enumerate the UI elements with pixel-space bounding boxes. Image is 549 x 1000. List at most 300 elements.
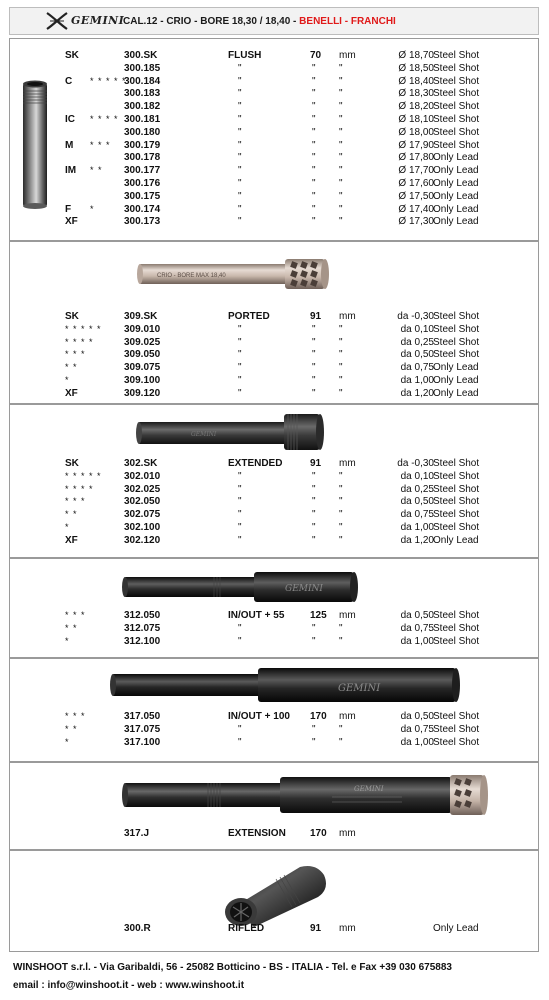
bore-value: da 0,75 [400, 509, 434, 521]
product-code: 309.025 [124, 336, 161, 348]
shot-type: Steel Shot [433, 610, 480, 621]
shot-type: Steel Shot [433, 723, 480, 735]
product-length: " [312, 190, 316, 202]
product-length: " [312, 152, 316, 164]
choke-stars: * * [90, 165, 103, 176]
product-row [10, 113, 538, 126]
product-length: " [312, 736, 316, 748]
choke-stars: * * * [65, 711, 86, 721]
product-row [10, 348, 538, 361]
bore-value: Ø 18,70 [398, 50, 434, 61]
choke-grade: SK [65, 50, 79, 61]
product-row [10, 62, 538, 75]
length-unit: " [339, 165, 343, 177]
choke-stars: * * * [65, 349, 86, 360]
product-length: " [312, 622, 316, 634]
product-length: 91 [310, 923, 322, 934]
length-unit: mm [339, 711, 356, 722]
bore-value: Ø 18,00 [398, 126, 434, 138]
product-length: " [312, 723, 316, 735]
product-length: " [312, 203, 316, 215]
length-unit: " [339, 75, 343, 87]
bore-value: da -0,30 [397, 311, 434, 322]
choke-stars: * [65, 736, 70, 747]
choke-grade: XF [65, 534, 78, 546]
product-type: " [238, 387, 242, 399]
product-type: PORTED [228, 311, 270, 322]
bore-value: Ø 17,40 [398, 203, 434, 215]
product-length: " [312, 216, 316, 228]
product-row [10, 483, 538, 496]
product-type: " [238, 723, 242, 735]
choke-grade: XF [65, 216, 78, 228]
length-unit: mm [339, 311, 356, 322]
product-code: 312.075 [124, 622, 161, 634]
section-inout-55 [9, 558, 539, 658]
length-unit: " [339, 203, 343, 215]
product-length: " [312, 114, 316, 125]
gemini-logo-icon [44, 11, 70, 31]
product-length: " [312, 139, 316, 151]
choke-grade: M [65, 139, 74, 151]
product-code: 300.183 [124, 88, 161, 100]
product-length: 170 [310, 711, 327, 722]
catalog-title [123, 16, 396, 27]
bore-value: da 0,50 [400, 496, 434, 508]
product-code: 300.176 [124, 178, 161, 189]
length-unit: " [339, 375, 343, 386]
bore-value: da 0,50 [400, 610, 434, 621]
product-row [10, 203, 538, 216]
product-row [10, 151, 538, 164]
product-length: " [312, 483, 316, 495]
footer-contact [13, 980, 244, 991]
product-type: " [238, 622, 242, 634]
shot-type: Only Lead [433, 203, 479, 215]
bore-value: da 1,00 [400, 522, 434, 533]
choke-stars: * * * * [90, 114, 119, 124]
product-type: " [238, 635, 242, 647]
shot-type: Steel Shot [433, 126, 480, 138]
length-unit: " [339, 736, 343, 748]
product-row [10, 310, 538, 323]
product-type: " [238, 203, 242, 215]
choke-stars: * * * * [65, 483, 94, 494]
choke-stars: * [65, 375, 70, 385]
product-row [10, 215, 538, 228]
product-row [10, 164, 538, 177]
length-unit: " [339, 190, 343, 202]
bore-value: da 1,00 [400, 736, 434, 748]
choke-stars: * * * * * [65, 323, 102, 334]
product-length: " [312, 323, 316, 335]
section-ported [9, 241, 539, 404]
product-code: 309.100 [124, 375, 161, 386]
shot-type: Steel Shot [433, 349, 480, 361]
product-type: " [238, 483, 242, 495]
shot-type: Steel Shot [433, 311, 480, 322]
product-length: " [312, 101, 316, 113]
length-unit: " [339, 622, 343, 634]
length-unit: " [339, 362, 343, 374]
catalog-header [9, 7, 539, 35]
length-unit: " [339, 126, 343, 138]
length-unit: " [339, 323, 343, 335]
product-length: " [312, 88, 316, 100]
product-length: " [312, 509, 316, 521]
length-unit: " [339, 349, 343, 361]
product-row [10, 827, 538, 840]
shot-type: Steel Shot [433, 496, 480, 508]
product-type: " [238, 190, 242, 202]
extension-choke-image [120, 769, 490, 819]
product-code: 300.184 [124, 75, 161, 87]
choke-stars: * * [65, 723, 78, 734]
length-unit: mm [339, 610, 356, 621]
rifled-choke-image [214, 857, 338, 929]
product-row [10, 710, 538, 723]
length-unit: " [339, 178, 343, 189]
inout55-choke-image [120, 567, 360, 607]
product-code: 312.050 [124, 610, 161, 621]
bore-value: Ø 18,30 [398, 88, 434, 100]
product-row [10, 190, 538, 203]
shot-type: Only Lead [433, 190, 479, 202]
length-unit: " [339, 470, 343, 482]
product-length: 91 [310, 311, 322, 322]
product-type: IN/OUT + 100 [228, 711, 290, 722]
shot-type: Steel Shot [433, 101, 480, 113]
product-row [10, 336, 538, 349]
choke-stars: * [65, 635, 70, 646]
length-unit: mm [339, 458, 356, 469]
choke-grade: SK [65, 311, 79, 322]
product-code: 300.177 [124, 165, 161, 177]
product-length: 70 [310, 50, 322, 61]
bore-value: da 1,00 [400, 635, 434, 647]
bore-value: da 1,20 [400, 534, 434, 546]
product-code: 309.SK [124, 311, 158, 322]
length-unit: " [339, 723, 343, 735]
length-unit: " [339, 88, 343, 100]
bore-value: da 0,25 [400, 483, 434, 495]
product-row [10, 361, 538, 374]
product-code: 302.SK [124, 458, 158, 469]
product-code: 300.182 [124, 101, 161, 113]
bore-value: da 0,10 [400, 323, 434, 335]
product-row [10, 736, 538, 749]
title-highlight: BENELLI - FRANCHI [299, 16, 396, 27]
length-unit: mm [339, 923, 356, 934]
product-length: " [312, 362, 316, 374]
shot-type: Steel Shot [433, 522, 480, 533]
choke-stars: * * * * * [90, 75, 127, 86]
bore-value: da 0,50 [400, 711, 434, 722]
product-code: 309.050 [124, 349, 161, 361]
choke-stars: * [65, 522, 70, 532]
product-type: " [238, 114, 242, 125]
product-type: " [238, 152, 242, 164]
bore-value: Ø 18,10 [398, 114, 434, 125]
length-unit: " [339, 139, 343, 151]
shot-type: Steel Shot [433, 635, 480, 647]
choke-stars: * * * [65, 610, 86, 620]
shot-type: Steel Shot [433, 483, 480, 495]
shot-type: Steel Shot [433, 323, 480, 335]
product-row [10, 457, 538, 470]
choke-stars: * * * * * [65, 470, 102, 481]
product-length: " [312, 75, 316, 87]
bore-value: da 0,75 [400, 723, 434, 735]
brand-logo-text: GEMINI [71, 14, 125, 27]
product-type: " [238, 126, 242, 138]
product-length: 125 [310, 610, 327, 621]
bore-value: Ø 17,30 [398, 216, 434, 228]
svg-text:GEMINI: GEMINI [191, 431, 217, 438]
product-row [10, 635, 538, 648]
product-length: " [312, 126, 316, 138]
product-length: " [312, 336, 316, 348]
bore-value: da 0,75 [400, 362, 434, 374]
product-length: " [312, 62, 316, 74]
product-length: 91 [310, 458, 322, 469]
product-code: 302.120 [124, 534, 161, 546]
bore-value: da 0,50 [400, 349, 434, 361]
product-row [10, 521, 538, 534]
product-code: 300.185 [124, 62, 161, 74]
ported-choke-image [135, 252, 331, 294]
product-length: " [312, 470, 316, 482]
product-type: " [238, 178, 242, 189]
product-type: " [238, 509, 242, 521]
title-main: CAL.12 - CRIO - BORE 18,30 / 18,40 - [123, 16, 300, 27]
shot-type: Steel Shot [433, 711, 480, 722]
shot-type: Steel Shot [433, 336, 480, 348]
product-length: " [312, 635, 316, 647]
shot-type: Only Lead [433, 165, 479, 177]
choke-grade: IC [65, 114, 75, 125]
length-unit: " [339, 336, 343, 348]
choke-stars: * * * [65, 496, 86, 507]
product-type: " [238, 323, 242, 335]
length-unit: " [339, 509, 343, 521]
product-code: 302.075 [124, 509, 161, 521]
shot-type: Only Lead [433, 152, 479, 164]
product-code: 317.J [124, 828, 150, 839]
shot-type: Only Lead [433, 362, 479, 374]
product-code: 309.120 [124, 387, 161, 399]
shot-type: Only Lead [433, 387, 479, 399]
choke-grade: XF [65, 387, 78, 399]
choke-stars: * * [65, 509, 78, 520]
shot-type: Only Lead [433, 375, 479, 386]
footer-address: WINSHOOT s.r.l. - Via Garibaldi, 56 - 25082 Botticino - BS - ITALIA - Tel. e Fax +39 030 675883 [13, 962, 452, 973]
product-type: " [238, 375, 242, 386]
shot-type: Steel Shot [433, 736, 480, 748]
product-type: " [238, 336, 242, 348]
length-unit: " [339, 522, 343, 533]
choke-grade: C [65, 75, 73, 87]
product-length: " [312, 496, 316, 508]
product-type: IN/OUT + 55 [228, 610, 285, 621]
shot-type: Steel Shot [433, 139, 480, 151]
product-length: " [312, 534, 316, 546]
product-type: " [238, 101, 242, 113]
product-code: 300.180 [124, 126, 161, 138]
section-inout-100 [9, 658, 539, 762]
product-row [10, 609, 538, 622]
product-row [10, 126, 538, 139]
product-row [10, 622, 538, 635]
product-type: " [238, 349, 242, 361]
product-type: " [238, 534, 242, 546]
length-unit: " [339, 635, 343, 647]
product-row [10, 177, 538, 190]
bore-value: da -0,30 [397, 458, 434, 469]
length-unit: " [339, 62, 343, 74]
product-row [10, 387, 538, 400]
bore-value: Ø 18,20 [398, 101, 434, 113]
inout55-engraving: GEMINI [285, 584, 323, 594]
bore-value: Ø 17,70 [398, 165, 434, 177]
shot-type: Steel Shot [433, 50, 480, 61]
product-type: " [238, 216, 242, 228]
product-row [10, 139, 538, 152]
bore-value: Ø 17,80 [398, 152, 434, 164]
section-extension [9, 762, 539, 850]
product-row [10, 100, 538, 113]
product-code: 309.075 [124, 362, 161, 374]
product-code: 317.100 [124, 736, 161, 748]
product-length: " [312, 387, 316, 399]
product-length: " [312, 522, 316, 533]
bore-value: Ø 17,50 [398, 190, 434, 202]
shot-type: Steel Shot [433, 75, 480, 87]
product-row [10, 374, 538, 387]
length-unit: " [339, 387, 343, 399]
product-code: 302.100 [124, 522, 161, 533]
product-length: 170 [310, 828, 327, 839]
product-code: 300.173 [124, 216, 161, 228]
shot-type: Steel Shot [433, 470, 480, 482]
shot-type: Only Lead [433, 178, 479, 189]
shot-type: Steel Shot [433, 88, 480, 100]
bore-value: da 0,10 [400, 470, 434, 482]
product-row [10, 49, 538, 62]
footer-contact-text: email : info@winshoot.it - web : www.winshoot.it [13, 980, 245, 991]
product-length: " [312, 375, 316, 386]
product-row [10, 723, 538, 736]
bore-value: Ø 17,90 [398, 139, 434, 151]
inout100-choke-image [108, 665, 464, 705]
shot-type: Steel Shot [433, 509, 480, 521]
product-type: " [238, 736, 242, 748]
product-row [10, 323, 538, 336]
product-code: 300.179 [124, 139, 161, 151]
bore-value: da 0,75 [400, 622, 434, 634]
choke-grade: F [65, 203, 72, 215]
product-code: 309.010 [124, 323, 161, 335]
choke-grade: SK [65, 458, 79, 469]
bore-value: da 0,25 [400, 336, 434, 348]
product-row [10, 470, 538, 483]
product-code: 317.050 [124, 711, 161, 722]
product-code: 300.181 [124, 114, 161, 125]
product-row [10, 495, 538, 508]
length-unit: mm [339, 828, 356, 839]
product-type: " [238, 165, 242, 177]
choke-stars: * [90, 203, 95, 214]
product-code: 302.025 [124, 483, 161, 495]
product-row [10, 508, 538, 521]
shot-type: Steel Shot [433, 622, 480, 634]
extension-engraving: GEMINI [354, 785, 384, 793]
bore-value: Ø 17,60 [398, 178, 434, 189]
product-code: 300.175 [124, 190, 161, 202]
product-code: 312.100 [124, 635, 161, 647]
product-type: RIFLED [228, 923, 265, 934]
product-type: EXTENSION [228, 828, 286, 839]
product-type: " [238, 362, 242, 374]
shot-type: Only Lead [433, 216, 479, 228]
product-code: 317.075 [124, 723, 161, 735]
length-unit: " [339, 534, 343, 546]
product-length: " [312, 165, 316, 177]
section-extended [9, 404, 539, 558]
bore-value: Ø 18,50 [398, 62, 434, 74]
shot-type: Only Lead [433, 923, 479, 934]
shot-type: Only Lead [433, 534, 479, 546]
product-row [10, 75, 538, 88]
product-type: " [238, 470, 242, 482]
product-code: 302.010 [124, 470, 161, 482]
choke-stars: * * * * [65, 336, 94, 347]
product-row [10, 534, 538, 547]
product-length: " [312, 349, 316, 361]
choke-stars: * * [65, 622, 78, 633]
product-type: " [238, 139, 242, 151]
shot-type: Steel Shot [433, 458, 480, 469]
section-flush [9, 38, 539, 241]
length-unit: " [339, 483, 343, 495]
bore-value: da 1,20 [400, 387, 434, 399]
length-unit: " [339, 114, 343, 125]
product-type: EXTENDED [228, 458, 283, 469]
product-row [10, 922, 538, 935]
product-code: 300.178 [124, 152, 161, 164]
length-unit: " [339, 216, 343, 228]
shot-type: Steel Shot [433, 114, 480, 125]
length-unit: " [339, 496, 343, 508]
inout100-engraving: GEMINI [338, 683, 381, 694]
product-type: " [238, 62, 242, 74]
product-code: 302.050 [124, 496, 161, 508]
product-length: " [312, 178, 316, 189]
product-row [10, 87, 538, 100]
length-unit: " [339, 101, 343, 113]
ported-engraving: CRIO - BORE MAX 18,40 [157, 273, 226, 279]
choke-grade: IM [65, 165, 77, 177]
bore-value: Ø 18,40 [398, 75, 434, 87]
shot-type: Steel Shot [433, 62, 480, 74]
product-type: FLUSH [228, 50, 262, 61]
product-code: 300.174 [124, 203, 161, 215]
product-type: " [238, 522, 242, 533]
length-unit: " [339, 152, 343, 164]
product-code: 300.SK [124, 50, 158, 61]
product-code: 300.R [124, 923, 151, 934]
choke-stars: * * * [90, 139, 111, 150]
